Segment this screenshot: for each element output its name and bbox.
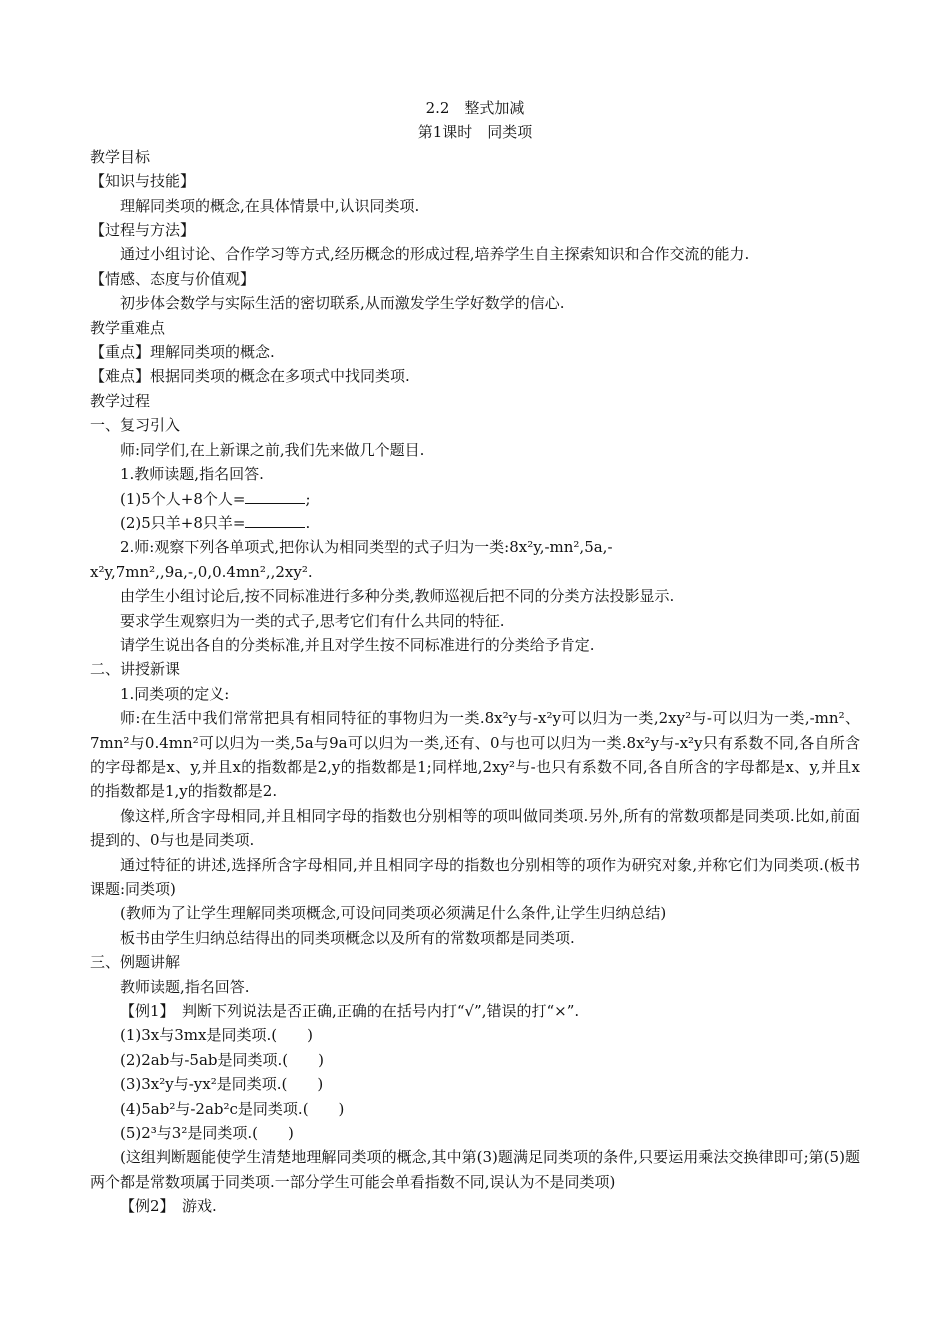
ex-line-1: 教师读题,指名回答. xyxy=(120,977,250,996)
review-line-4 xyxy=(90,511,860,535)
answer-blank xyxy=(245,489,305,504)
review-line-8: 要求学生观察归为一类的式子,思考它们有什么共同的特征. xyxy=(120,611,505,630)
new-line-6: 板书由学生归纳总结得出的同类项概念以及所有的常数项都是同类项. xyxy=(120,928,575,947)
text-knowledge: 理解同类项的概念,在具体情景中,认识同类项. xyxy=(120,196,420,215)
text-key: 【重点】理解同类项的概念. xyxy=(90,343,275,362)
text-process: 通过小组讨论、合作学习等方式,经历概念的形成过程,培养学生自主探索知识和合作交流的能力. xyxy=(120,245,750,264)
new-para-3: 像这样,所含字母相同,并且相同字母的指数也分别相等的项叫做同类项.另外,所有的常数项都是同类项.比如,前面提到的、0与也是同类项. xyxy=(90,806,860,850)
heading-process: 【过程与方法】 xyxy=(90,221,196,240)
heading-review: 一、复习引入 xyxy=(90,416,181,435)
new-para-2: 师:在生活中我们常常把具有相同特征的事物归为一类.8x²y与-x²y可以归为一类,2xy²与-可以归为一类,-mn²、7mn²与0.4mn²可以归为一类,5a与9a可以归为一类,还有、0与也可以归为一类.8x²y与-x²y只有系数不同,各自所含的字母都是x、y,并且x的指数都是2,y的指数都是1;同样地,2xy²与-也只有系数不同,各自所含的字母都是x、y,并且x的指数都是1,y的指数都是2. xyxy=(90,709,860,801)
text-difficult: 【难点】根据同类项的概念在多项式中找同类项. xyxy=(90,367,410,386)
heading-knowledge: 【知识与技能】 xyxy=(90,172,196,191)
ex-item-3: (3)3x²y与-yx²是同类项.( ) xyxy=(120,1075,324,1094)
ex-item-1: (1)3x与3mx是同类项.( ) xyxy=(120,1026,313,1045)
heading-goals: 教学目标 xyxy=(90,147,151,166)
document-page xyxy=(90,96,860,1219)
ex-para-note: (这组判断题能使学生清楚地理解同类项的概念,其中第(3)题满足同类项的条件,只要运用乘法交换律即可;第(5)题两个都是常数项属于同类项.一部分学生可能会单看指数不同,误认为不是同类项) xyxy=(90,1148,860,1191)
doc-title: 2.2 整式加减 xyxy=(425,99,525,117)
ex-item-4: (4)5ab²与-2ab²c是同类项.( ) xyxy=(120,1099,345,1118)
review-q2: (2)5只羊+8只羊= xyxy=(120,513,246,532)
new-line-1: 1.同类项的定义: xyxy=(120,684,230,703)
review-q1-end: ; xyxy=(305,489,311,508)
ex-line-2: 【例1】 判断下列说法是否正确,正确的在括号内打“√”,错误的打“×”. xyxy=(120,1002,580,1021)
new-line-5: (教师为了让学生理解同类项概念,可设问同类项必须满足什么条件,让学生归纳总结) xyxy=(120,904,667,923)
heading-teaching-process: 教学过程 xyxy=(90,391,151,410)
heading-key: 教学重难点 xyxy=(90,318,166,337)
review-line-1: 师:同学们,在上新课之前,我们先来做几个题目. xyxy=(120,440,425,459)
review-line-6: x²y,7mn²,,9a,-,0,0.4mn²,,2xy². xyxy=(90,562,313,581)
ex-line-example2: 【例2】 游戏. xyxy=(120,1197,217,1216)
new-para-4: 通过特征的讲述,选择所含字母相同,并且相同字母的指数也分别相等的项作为研究对象,并称它们为同类项.(板书课题:同类项) xyxy=(90,855,860,898)
review-line-3 xyxy=(90,487,860,511)
ex-item-2: (2)2ab与-5ab是同类项.( ) xyxy=(120,1050,324,1069)
heading-examples: 三、例题讲解 xyxy=(90,953,181,972)
heading-new-lesson: 二、讲授新课 xyxy=(90,660,181,679)
answer-blank xyxy=(245,513,305,528)
review-q2-end: . xyxy=(305,513,311,532)
review-line-2: 1.教师读题,指名回答. xyxy=(120,465,264,484)
ex-item-5: (5)2³与3²是同类项.( ) xyxy=(120,1124,294,1143)
heading-emotion: 【情感、态度与价值观】 xyxy=(90,269,256,288)
review-line-5: 2.师:观察下列各单项式,把你认为相同类型的式子归为一类:8x²y,-mn²,5a,- xyxy=(120,538,613,557)
review-line-7: 由学生小组讨论后,按不同标准进行多种分类,教师巡视后把不同的分类方法投影显示. xyxy=(120,587,675,606)
review-line-9: 请学生说出各自的分类标准,并且对学生按不同标准进行的分类给予肯定. xyxy=(120,635,595,654)
text-emotion: 初步体会数学与实际生活的密切联系,从而激发学生学好数学的信心. xyxy=(120,294,565,313)
doc-subtitle: 第1课时 同类项 xyxy=(417,123,533,142)
review-q1: (1)5个人+8个人= xyxy=(120,489,246,508)
